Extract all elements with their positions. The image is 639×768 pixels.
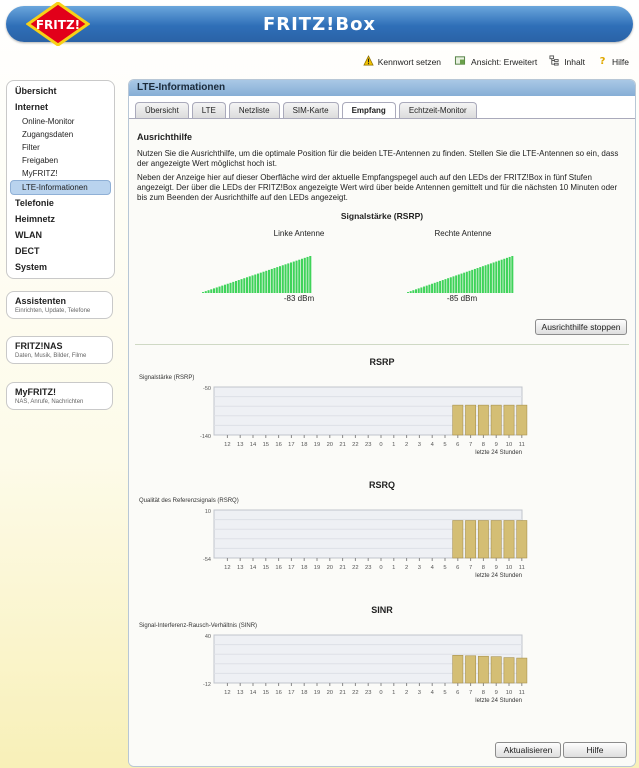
x-tick-label: 16 <box>275 442 282 448</box>
x-tick-label: 5 <box>443 565 447 571</box>
right-antenna-label: Rechte Antenne <box>434 229 492 238</box>
tab-echtzeit-monitor[interactable]: Echtzeit-Monitor <box>399 102 477 118</box>
data-bar <box>478 521 488 559</box>
intro-paragraph: Nutzen Sie die Ausrichthilfe, um die optimale Position für die beiden LTE-Antennen zu finden. Stellen Sie die LTE-Antennen so ein, dass der angezeigte Wert möglichst hoch ist. <box>137 149 619 168</box>
x-tick-label: 11 <box>518 442 525 448</box>
signal-bar <box>224 285 226 293</box>
toolbar-item-warning[interactable] <box>363 55 441 68</box>
x-tick-label: 9 <box>494 565 498 571</box>
x-tick-label: 10 <box>505 690 513 696</box>
x-tick-label: 10 <box>505 565 513 571</box>
data-bar <box>478 405 488 435</box>
signal-bar <box>241 279 243 293</box>
toolbar-label: Hilfe <box>611 56 629 67</box>
x-tick-label: 0 <box>379 442 383 448</box>
data-bar <box>465 405 475 435</box>
signal-bar <box>412 290 414 293</box>
signal-bar <box>252 275 254 293</box>
data-bar <box>453 405 463 435</box>
x-tick-label: 0 <box>379 690 383 696</box>
x-tick-label: 1 <box>392 690 396 696</box>
data-bar <box>491 657 501 683</box>
data-bar <box>517 658 527 683</box>
signal-bar <box>471 270 473 293</box>
x-tick-label: 11 <box>518 690 525 696</box>
signal-bar <box>282 265 284 293</box>
signal-bar <box>268 270 270 293</box>
x-tick-label: 4 <box>430 690 434 696</box>
signal-bar <box>447 278 449 293</box>
signal-bar <box>442 280 444 293</box>
signal-bar <box>287 263 289 293</box>
signal-bar <box>431 284 433 293</box>
y-axis-label: Signalstärke (RSRP) <box>139 375 195 381</box>
right-signal-meter <box>407 256 514 293</box>
nav-item-zugangsdaten[interactable]: Zugangsdaten <box>22 130 74 139</box>
nav-item-telefonie[interactable]: Telefonie <box>15 198 54 208</box>
box-description: Einrichten, Update, Telefone <box>15 308 91 314</box>
divider <box>135 344 629 345</box>
top-toolbar <box>363 55 629 68</box>
nav-item-freigaben[interactable]: Freigaben <box>22 156 59 165</box>
signal-bar <box>490 263 492 293</box>
x-tick-label: 2 <box>404 442 409 448</box>
chart-title: RSRP <box>369 357 395 367</box>
box-title: MyFRITZ! <box>15 387 56 397</box>
signal-bar <box>232 282 234 293</box>
x-tick-label: 8 <box>481 565 486 571</box>
x-tick-label: 3 <box>417 442 422 448</box>
signal-bar <box>410 291 412 293</box>
toolbar-label: Ansicht: Erweitert <box>471 56 538 67</box>
tab-lte[interactable]: LTE <box>192 102 226 118</box>
signal-bar <box>238 280 240 293</box>
y-tick-max: 40 <box>204 634 211 640</box>
x-tick-label: 16 <box>275 565 282 571</box>
signal-bar <box>279 266 281 293</box>
signal-bar <box>213 288 215 293</box>
signal-bar <box>304 258 306 293</box>
x-tick-label: 19 <box>313 442 321 448</box>
y-axis-label: Signal-Interferenz-Rausch-Verhältnis (SINR) <box>139 623 258 629</box>
toolbar-label: Inhalt <box>564 56 585 67</box>
signal-bar <box>265 271 267 293</box>
signal-bar <box>309 256 311 293</box>
x-tick-label: 16 <box>275 690 282 696</box>
x-tick-label: 6 <box>456 690 460 696</box>
signal-bar <box>469 271 471 293</box>
signal-bar <box>210 289 212 293</box>
x-axis-label: letzte 24 Stunden <box>475 573 522 579</box>
sidebar-box-assistenten[interactable] <box>6 291 113 319</box>
x-tick-label: 20 <box>326 442 334 448</box>
left-antenna-value: -83 dBm <box>283 294 315 303</box>
signal-bar <box>487 264 489 293</box>
x-tick-label: 3 <box>417 565 422 571</box>
x-tick-label: 22 <box>352 565 359 571</box>
tab-content <box>129 118 635 766</box>
toolbar-item-sitemap[interactable] <box>549 55 585 68</box>
nav-item-myfritz-[interactable]: MyFRITZ! <box>22 169 58 178</box>
x-tick-label: 4 <box>430 565 434 571</box>
tab-sim-karte[interactable]: SIM-Karte <box>283 102 339 118</box>
signal-bar <box>246 277 248 293</box>
nav-item-lte-informationen[interactable]: LTE-Informationen <box>10 180 111 195</box>
left-signal-meter <box>202 256 312 293</box>
x-tick-label: 18 <box>300 690 308 696</box>
x-tick-label: 5 <box>443 690 447 696</box>
nav-item-heimnetz[interactable]: Heimnetz <box>15 214 56 224</box>
x-tick-label: 11 <box>518 565 525 571</box>
x-tick-label: 18 <box>300 442 308 448</box>
signal-bar <box>455 275 457 293</box>
signal-bar <box>434 283 436 293</box>
signal-bar <box>249 276 251 293</box>
signal-bar <box>509 257 511 293</box>
signal-title: Signalstärke (RSRP) <box>340 211 424 221</box>
chart-plot <box>129 385 529 475</box>
sitemap-icon <box>549 55 560 68</box>
x-tick-label: 23 <box>364 565 372 571</box>
chart-title: SINR <box>371 605 393 615</box>
x-tick-label: 23 <box>364 442 372 448</box>
data-bar <box>517 521 527 559</box>
signal-bar <box>293 262 295 293</box>
x-tick-label: 20 <box>326 690 334 696</box>
y-tick-min: -54 <box>203 557 211 563</box>
signal-bar <box>274 268 276 293</box>
signal-bar <box>301 259 303 293</box>
view-icon <box>453 55 467 68</box>
signal-bar <box>498 261 500 293</box>
signal-bar <box>418 288 420 293</box>
signal-bar <box>230 283 232 293</box>
x-tick-label: 17 <box>288 442 295 448</box>
signal-bar <box>479 267 481 293</box>
x-tick-label: 1 <box>392 565 396 571</box>
x-tick-label: 22 <box>352 442 359 448</box>
data-bar <box>453 521 463 559</box>
x-tick-label: 7 <box>468 565 473 571</box>
x-tick-label: 18 <box>300 565 308 571</box>
nav-item-filter[interactable]: Filter <box>22 143 40 152</box>
nav-item-system[interactable]: System <box>15 262 48 272</box>
stop-alignment-button[interactable]: Ausrichthilfe stoppen <box>535 319 627 335</box>
box-description: NAS, Anrufe, Nachrichten <box>15 399 84 405</box>
left-antenna-label: Linke Antenne <box>273 229 325 238</box>
signal-bar <box>415 289 417 293</box>
section-title: Ausrichthilfe <box>137 132 193 142</box>
x-tick-label: 4 <box>430 442 434 448</box>
signal-bar <box>444 279 446 293</box>
signal-bar <box>493 262 495 293</box>
x-tick-label: 5 <box>443 442 447 448</box>
signal-bar <box>420 287 422 293</box>
x-tick-label: 19 <box>313 565 321 571</box>
data-bar <box>453 655 463 683</box>
x-tick-label: 3 <box>417 690 422 696</box>
x-tick-label: 21 <box>339 565 346 571</box>
svg-text:?: ? <box>599 56 606 66</box>
data-bar <box>478 656 488 683</box>
signal-bar <box>501 260 503 293</box>
x-tick-label: 17 <box>288 565 295 571</box>
x-tick-label: 10 <box>505 442 513 448</box>
signal-bar <box>423 287 425 293</box>
x-tick-label: 21 <box>339 690 346 696</box>
x-tick-label: 20 <box>326 565 334 571</box>
signal-bar <box>257 274 259 293</box>
signal-bar <box>219 287 221 293</box>
signal-bar <box>428 285 430 293</box>
x-tick-label: 21 <box>339 442 346 448</box>
signal-bar <box>503 259 505 293</box>
signal-bar <box>450 277 452 293</box>
signal-bar <box>436 282 438 293</box>
signal-bar <box>439 281 441 293</box>
x-tick-label: 8 <box>481 442 486 448</box>
signal-bar <box>474 269 476 293</box>
signal-bar <box>276 267 278 293</box>
tab--bersicht[interactable]: Übersicht <box>135 102 189 118</box>
x-tick-label: 6 <box>456 442 460 448</box>
y-tick-max: -50 <box>203 386 211 392</box>
y-tick-min: -140 <box>199 434 211 440</box>
box-title: Assistenten <box>15 296 67 306</box>
x-tick-label: 6 <box>456 565 460 571</box>
x-tick-label: 1 <box>392 442 396 448</box>
signal-bar <box>511 256 513 293</box>
x-tick-label: 14 <box>249 690 257 696</box>
x-tick-label: 19 <box>313 690 321 696</box>
signal-bar <box>216 287 218 293</box>
signal-bar <box>298 260 300 293</box>
signal-bar <box>235 281 237 293</box>
x-axis-label: letzte 24 Stunden <box>475 450 522 456</box>
toolbar-item-view[interactable] <box>453 55 537 68</box>
signal-bar <box>485 265 487 293</box>
signal-bar <box>227 284 229 293</box>
warning-icon <box>363 55 374 68</box>
toolbar-item-help[interactable] <box>597 55 629 68</box>
nav-item-dect[interactable]: DECT <box>15 246 40 256</box>
signal-bar <box>461 274 463 293</box>
signal-bar <box>477 268 479 293</box>
x-tick-label: 9 <box>494 442 498 448</box>
signal-bar <box>482 266 484 293</box>
brand-title: FRITZ!Box <box>262 14 377 35</box>
panel-title: LTE-Informationen <box>129 80 635 96</box>
right-antenna-value: -85 dBm <box>446 294 478 303</box>
fritz-logo[interactable] <box>26 2 90 46</box>
help-button[interactable]: Hilfe <box>563 742 627 758</box>
signal-bar <box>495 262 497 293</box>
x-tick-label: 0 <box>379 565 383 571</box>
nav-item-wlan[interactable]: WLAN <box>15 230 42 240</box>
x-tick-label: 2 <box>404 565 409 571</box>
data-bar <box>491 405 501 435</box>
nav-item-internet[interactable]: Internet <box>15 102 49 112</box>
x-tick-label: 15 <box>262 442 270 448</box>
x-tick-label: 14 <box>249 442 257 448</box>
sidebar-box-fritz-nas[interactable] <box>6 336 113 364</box>
y-tick-min: -12 <box>203 682 211 688</box>
signal-bar <box>407 292 409 293</box>
signal-bar <box>466 272 468 293</box>
signal-bar <box>260 273 262 293</box>
toolbar-label: Kennwort setzen <box>377 56 442 67</box>
signal-bar <box>205 291 207 293</box>
x-tick-label: 23 <box>364 690 372 696</box>
signal-bar <box>307 257 309 293</box>
x-tick-label: 2 <box>404 690 409 696</box>
x-tick-label: 12 <box>224 442 231 448</box>
sidebar-box-myfritz-[interactable] <box>6 382 113 410</box>
x-tick-label: 13 <box>236 565 244 571</box>
x-tick-label: 13 <box>236 690 244 696</box>
x-tick-label: 15 <box>262 565 270 571</box>
tab-netzliste[interactable]: Netzliste <box>229 102 280 118</box>
signal-bar <box>243 278 245 293</box>
logo-text: FRITZ! <box>35 18 81 32</box>
data-bar <box>504 405 514 435</box>
chart-plot <box>129 508 529 598</box>
signal-bar <box>285 264 287 293</box>
x-tick-label: 9 <box>494 690 498 696</box>
data-bar <box>465 656 475 683</box>
x-tick-label: 14 <box>249 565 257 571</box>
data-bar <box>465 521 475 559</box>
signal-bar <box>426 286 428 293</box>
x-tick-label: 15 <box>262 690 270 696</box>
box-title: FRITZ!NAS <box>15 341 63 351</box>
tab-bar <box>135 102 477 119</box>
x-tick-label: 12 <box>224 565 231 571</box>
refresh-button[interactable]: Aktualisieren <box>495 742 561 758</box>
nav-item-online-monitor[interactable]: Online-Monitor <box>22 117 75 126</box>
signal-bar <box>463 273 465 293</box>
top-banner <box>6 6 633 42</box>
signal-bar <box>221 286 223 293</box>
main-navigation <box>6 80 115 279</box>
signal-bar <box>296 261 298 293</box>
chart-title: RSRQ <box>368 480 395 490</box>
x-tick-label: 13 <box>236 442 244 448</box>
signal-bar <box>271 269 273 293</box>
x-tick-label: 8 <box>481 690 486 696</box>
led-paragraph: Neben der Anzeige hier auf dieser Oberfläche wird der aktuelle Empfangspegel auch auf den LEDs der FRITZ!Box in fünf Stufen angezeigt. Der über die LEDs der FRITZ!Box angezeigte Wert wird über beide Antennen gemittelt und für die nächsten 10 Minuten oder bis zum Beenden der Ausrichthilfe auf den LEDs angezeigt. <box>137 173 618 202</box>
y-axis-label: Qualität des Referenzsignals (RSRQ) <box>139 498 239 504</box>
nav-item--bersicht[interactable]: Übersicht <box>15 86 57 96</box>
lte-panel <box>128 79 636 767</box>
data-bar <box>504 521 514 559</box>
x-tick-label: 7 <box>468 442 473 448</box>
x-axis-label: letzte 24 Stunden <box>475 698 522 704</box>
x-tick-label: 22 <box>352 690 359 696</box>
signal-bar <box>452 276 454 293</box>
box-description: Daten, Musik, Bilder, Filme <box>15 353 87 359</box>
signal-bar <box>254 275 256 294</box>
chart-plot <box>129 633 529 723</box>
x-tick-label: 7 <box>468 690 473 696</box>
signal-bar <box>202 292 204 293</box>
signal-bar <box>458 275 460 294</box>
tab-empfang[interactable]: Empfang <box>342 102 396 119</box>
signal-bar <box>506 258 508 293</box>
signal-bar <box>290 262 292 293</box>
data-bar <box>517 405 527 435</box>
y-tick-max: 10 <box>204 509 211 515</box>
signal-bar <box>208 290 210 293</box>
data-bar <box>491 521 501 559</box>
help-icon <box>597 55 608 68</box>
data-bar <box>504 658 514 683</box>
x-tick-label: 17 <box>288 690 295 696</box>
signal-bar <box>263 272 265 293</box>
x-tick-label: 12 <box>224 690 231 696</box>
